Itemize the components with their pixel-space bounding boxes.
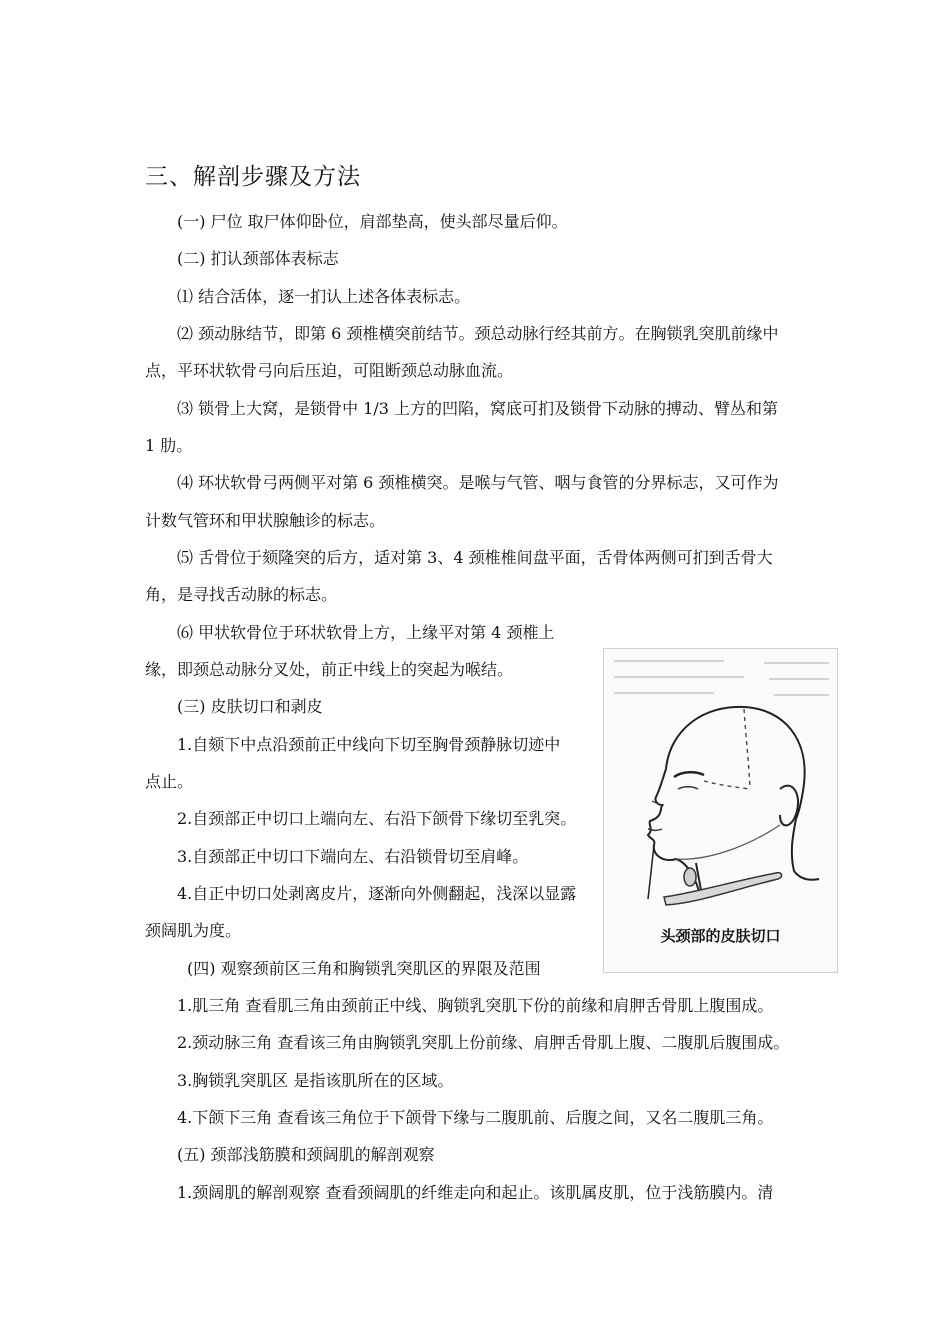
paragraph-line: (一) 尸位 取尸体仰卧位，肩部垫高，使头部尽量后仰。 — [177, 212, 568, 231]
paragraph-line: (五) 颈部浅筋膜和颈阔肌的解剖观察 — [177, 1145, 435, 1164]
paragraph-line: (二) 扪认颈部体表标志 — [177, 249, 339, 268]
paragraph-line: (四) 观察颈前区三角和胸锁乳突肌区的界限及范围 — [187, 959, 541, 978]
paragraph-line: 点，平环状软骨弓向后压迫，可阻断颈总动脉血流。 — [145, 361, 514, 380]
paragraph-line: 颈阔肌为度。 — [145, 921, 242, 940]
head-profile-illustration — [604, 649, 837, 972]
paragraph-line: 4.自正中切口处剥离皮片，逐渐向外侧翻起，浅深以显露 — [177, 884, 577, 903]
section-heading: 三、解剖步骤及方法 — [145, 164, 361, 190]
paragraph-line: 缘，即颈总动脉分叉处，前正中线上的突起为喉结。 — [145, 660, 514, 679]
paragraph-line: ⑵ 颈动脉结节，即第 6 颈椎横突前结节。颈总动脉行经其前方。在胸锁乳突肌前缘中 — [177, 324, 779, 343]
paragraph-line: (三) 皮肤切口和剥皮 — [177, 697, 323, 716]
paragraph-line: 3.自颈部正中切口下端向左、右沿锁骨切至肩峰。 — [177, 847, 529, 866]
paragraph-line: ⑹ 甲状软骨位于环状软骨上方，上缘平对第 4 颈椎上 — [177, 623, 555, 642]
figure-caption: 头颈部的皮肤切口 — [660, 927, 781, 945]
paragraph-line: 3.胸锁乳突肌区 是指该肌所在的区域。 — [177, 1071, 454, 1090]
paragraph-line: 1.肌三角 查看肌三角由颈前正中线、胸锁乳突肌下份的前缘和肩胛舌骨肌上腹围成。 — [177, 996, 774, 1015]
paragraph-line: ⑸ 舌骨位于颏隆突的后方，适对第 3、4 颈椎椎间盘平面，舌骨体两侧可扪到舌骨大 — [177, 548, 773, 567]
paragraph-line: 1.颈阔肌的解剖观察 查看颈阔肌的纤维走向和起止。该肌属皮肌，位于浅筋膜内。清 — [177, 1183, 774, 1202]
paragraph-line: ⑶ 锁骨上大窝，是锁骨中 1/3 上方的凹陷，窝底可扪及锁骨下动脉的搏动、臂丛和第 — [177, 399, 779, 418]
paragraph-line: 点止。 — [145, 772, 194, 791]
paragraph-line: 1.自颏下中点沿颈前正中线向下切至胸骨颈静脉切迹中 — [177, 735, 561, 754]
paragraph-line: 4.下颌下三角 查看该三角位于下颌骨下缘与二腹肌前、后腹之间，又名二腹肌三角。 — [177, 1108, 774, 1127]
head-neck-incision-figure — [603, 648, 838, 973]
paragraph-line: 2.颈动脉三角 查看该三角由胸锁乳突肌上份前缘、肩胛舌骨肌上腹、二腹肌后腹围成。 — [177, 1033, 790, 1052]
paragraph-line: ⑴ 结合活体，逐一扪认上述各体表标志。 — [177, 287, 471, 306]
paragraph-line: ⑷ 环状软骨弓两侧平对第 6 颈椎横突。是喉与气管、咽与食管的分界标志，又可作为 — [177, 473, 779, 492]
paragraph-line: 1 肋。 — [145, 436, 193, 455]
paragraph-line: 角，是寻找舌动脉的标志。 — [145, 585, 338, 604]
paragraph-line: 2.自颈部正中切口上端向左、右沿下颌骨下缘切至乳突。 — [177, 809, 577, 828]
paragraph-line: 计数气管环和甲状腺触诊的标志。 — [145, 511, 386, 530]
